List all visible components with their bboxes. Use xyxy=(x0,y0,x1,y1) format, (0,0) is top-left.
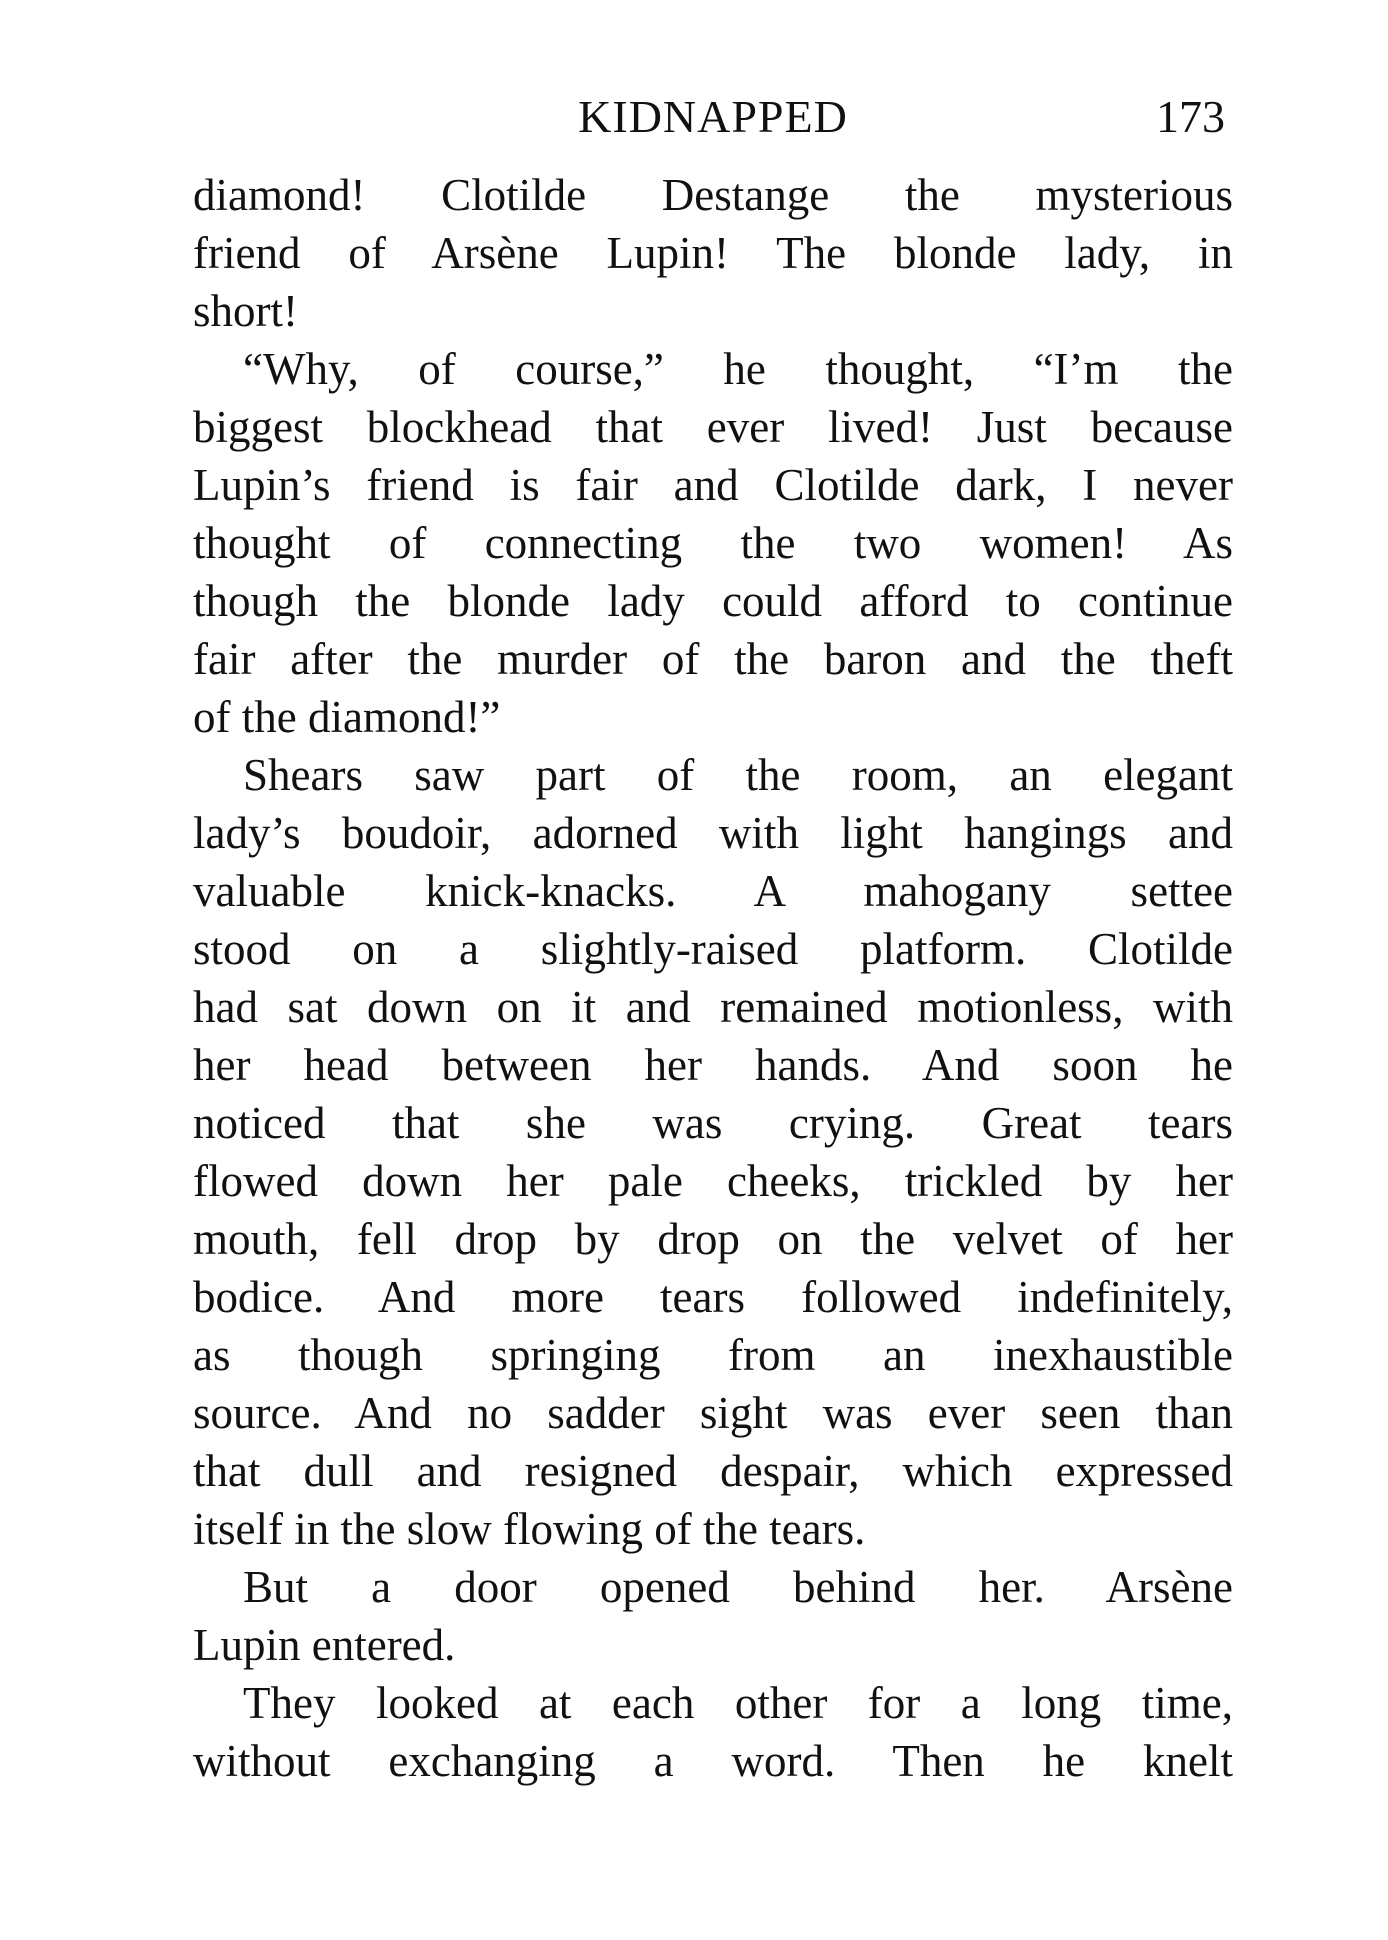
text-line: without exchanging a word. Then he knelt xyxy=(193,1736,1233,1786)
text-line: that dull and resigned despair, which expressed xyxy=(193,1446,1233,1496)
text-line: as though springing from an inexhaustible xyxy=(193,1330,1233,1380)
paragraph xyxy=(193,1558,1233,1674)
paragraph xyxy=(193,1674,1233,1790)
paragraph xyxy=(193,340,1233,746)
text-line: itself in the slow flowing of the tears. xyxy=(193,1504,866,1554)
text-line: Shears saw part of the room, an elegant xyxy=(243,750,1233,800)
text-line: of the diamond!” xyxy=(193,692,501,742)
text-line: Lupin entered. xyxy=(193,1620,456,1670)
text-line: diamond! Clotilde Destange the mysterious xyxy=(193,170,1233,220)
text-line: source. And no sadder sight was ever seen than xyxy=(193,1388,1233,1438)
text-line: lady’s boudoir, adorned with light hangings and xyxy=(193,808,1233,858)
chapter-title: KIDNAPPED xyxy=(578,91,848,142)
book-page xyxy=(193,90,1233,1790)
text-line: though the blonde lady could afford to continue xyxy=(193,576,1233,626)
text-line: valuable knick-knacks. A mahogany settee xyxy=(193,866,1233,916)
body-text xyxy=(193,166,1233,1790)
text-line: stood on a slightly-raised platform. Clotilde xyxy=(193,924,1233,974)
text-line: noticed that she was crying. Great tears xyxy=(193,1098,1233,1148)
running-head xyxy=(193,90,1233,160)
text-line: bodice. And more tears followed indefinitely, xyxy=(193,1272,1233,1322)
text-line: flowed down her pale cheeks, trickled by her xyxy=(193,1156,1233,1206)
page-number: 173 xyxy=(1156,91,1225,142)
text-line: had sat down on it and remained motionless, with xyxy=(193,982,1233,1032)
text-line: biggest blockhead that ever lived! Just because xyxy=(193,402,1233,452)
text-line: But a door opened behind her. Arsène xyxy=(243,1562,1233,1612)
text-line: fair after the murder of the baron and the theft xyxy=(193,634,1233,684)
text-line: her head between her hands. And soon he xyxy=(193,1040,1233,1090)
paragraph xyxy=(193,166,1233,340)
text-line: “Why, of course,” he thought, “I’m the xyxy=(243,344,1233,394)
text-line: Lupin’s friend is fair and Clotilde dark, I never xyxy=(193,460,1233,510)
text-line: mouth, fell drop by drop on the velvet of her xyxy=(193,1214,1233,1264)
text-line: short! xyxy=(193,286,298,336)
paragraph xyxy=(193,746,1233,1558)
text-line: friend of Arsène Lupin! The blonde lady, in xyxy=(193,228,1233,278)
text-line: thought of connecting the two women! As xyxy=(193,518,1233,568)
text-line: They looked at each other for a long time, xyxy=(243,1678,1233,1728)
